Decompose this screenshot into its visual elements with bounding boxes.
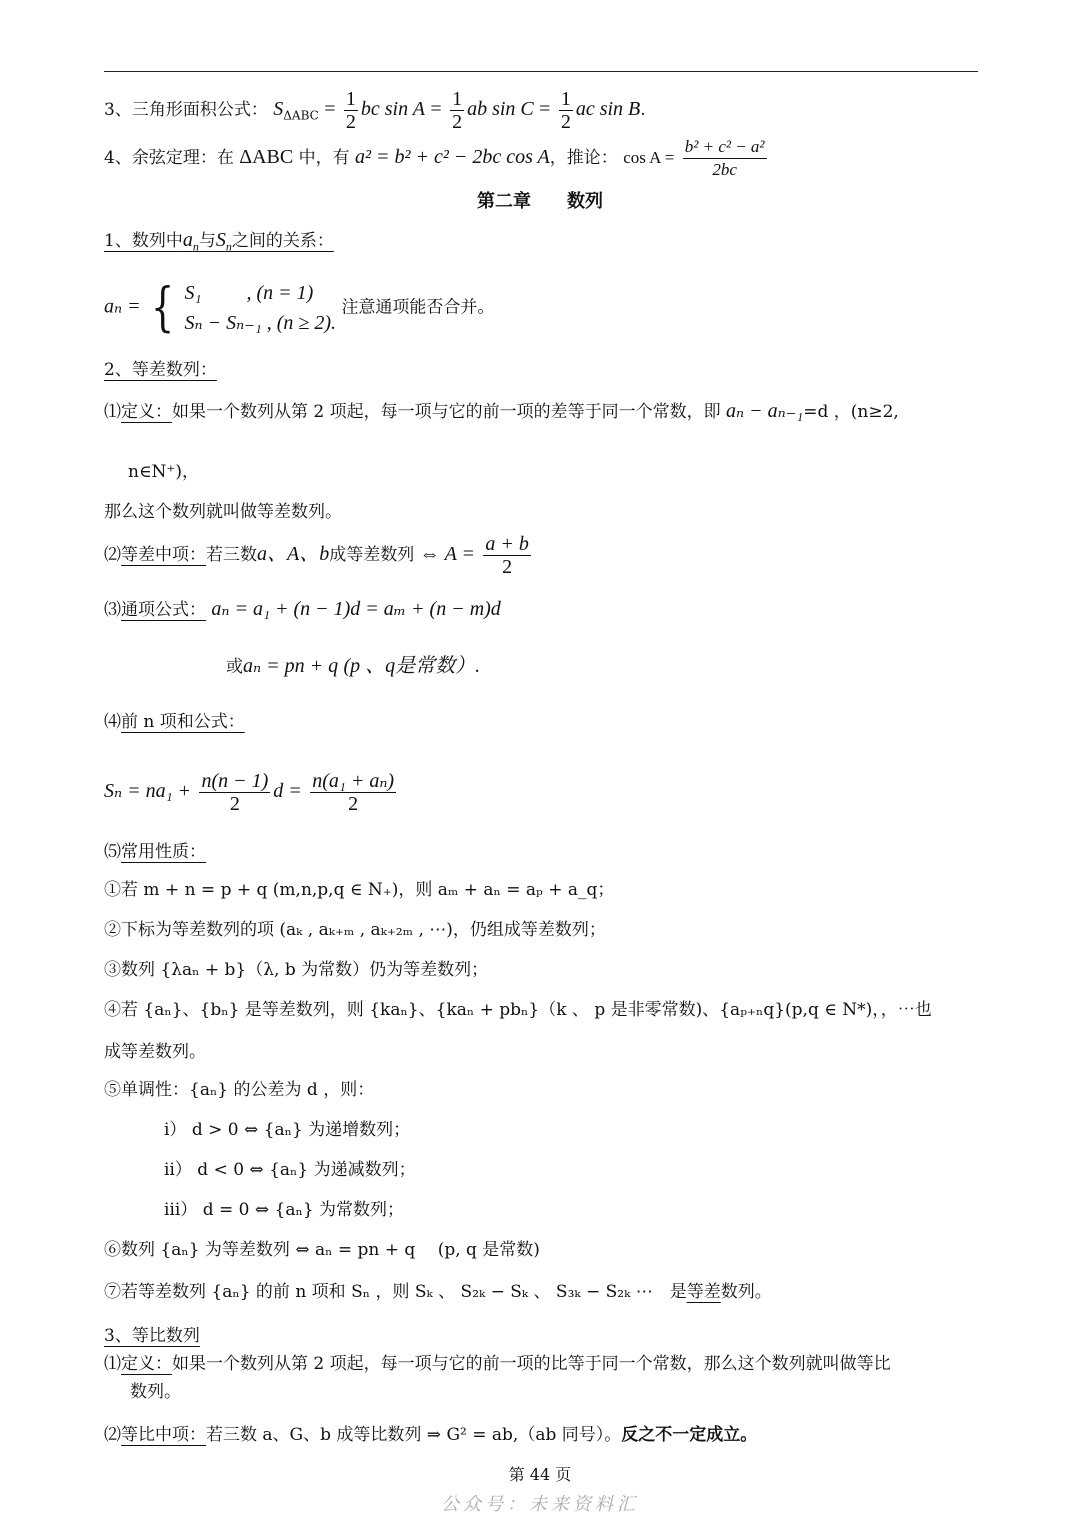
- prop-7: ⑦若等差数列 {aₙ} 的前 n 项和 Sₙ ，则 Sₖ 、 S₂ₖ − Sₖ 、 S₃ₖ − S₂ₖ ⋯ 是等差数列。: [104, 1282, 772, 1302]
- arith-props-heading: ⑸常用性质：: [104, 842, 206, 862]
- arith-sum-formula: Sₙ = na₁ + $\frac{n(n - 1)}{2}$ d = $\frac{\text{n(a₁ + aₙ)}}{2}$: [104, 770, 395, 815]
- case-2: Sₙ − Sₙ₋₁ , (n ≥ 2).: [184, 312, 337, 334]
- def-formula: aₙ − aₙ₋₁: [726, 400, 804, 422]
- sec2-heading: 2、等差数列：: [104, 360, 217, 380]
- arith-definition: ⑴定义：如果一个数列从第 2 项起，每一项与它的前一项的差等于同一个常数，即 aₙ − aₙ₋₁=d ，(n≥2,: [104, 400, 899, 422]
- cosine-law: [104, 136, 770, 181]
- eq1: =: [324, 98, 336, 120]
- triangle-abc: ΔABC: [239, 146, 294, 168]
- prop-5-i: ⅰ） d > 0 ⇔ {aₙ} 为递增数列；: [164, 1120, 411, 1140]
- half-2: $\frac{1}{2}$: [452, 88, 463, 133]
- page-number: 第 44 页: [508, 1465, 572, 1484]
- cos-fraction: $\frac{\text{b² + c² − a²}}{2bc}$: [684, 137, 765, 179]
- header-rule: [104, 71, 978, 72]
- cos-left: cos A =: [623, 148, 675, 167]
- prop-6: ⑥数列 {aₙ} 为等差数列 ⇔ aₙ = pn + q (p, q 是常数): [104, 1240, 540, 1260]
- item3-end: .: [640, 100, 646, 120]
- arith-def-cont: n∈N⁺)，: [128, 462, 200, 482]
- geo-def-cont: 数列。: [130, 1382, 181, 1402]
- triangle-area-formula: [104, 88, 646, 133]
- cosine-formula: a² = b² + c² − 2bc cos A: [355, 146, 550, 168]
- item4-mid: 中，有: [298, 148, 350, 168]
- term-ab: ab sin C: [467, 98, 534, 120]
- item3-label: 3、三角形面积公式：: [104, 100, 268, 120]
- s-symbol: S: [273, 98, 284, 120]
- arith-sum-heading: ⑷前 n 项和公式：: [104, 712, 245, 732]
- arith-general-alt: 或aₙ = pn + q (p 、q是常数）.: [226, 655, 481, 677]
- arith-def-end: 那么这个数列就叫做等差数列。: [104, 502, 342, 522]
- cases-body: [185, 278, 337, 338]
- half-1: $\frac{1}{2}$: [345, 88, 356, 133]
- term-ac: ac sin B: [575, 98, 641, 120]
- prop-1: ①若 m + n = p + q (m,n,p,q ∈ N₊)，则 aₘ + aₙ = aₚ + a_q；: [104, 880, 615, 900]
- left-brace-icon: {: [150, 278, 175, 338]
- prop-3: ③数列 {λaₙ + b}（λ, b 为常数）仍为等差数列；: [104, 960, 489, 980]
- an-sn-cases: [104, 278, 494, 338]
- prop-2: ②下标为等差数列的项 (aₖ , aₖ₊ₘ , aₖ₊₂ₘ , ⋯)，仍组成等差数列；: [104, 920, 606, 940]
- watermark: 公众号：未来资料汇: [441, 1494, 639, 1515]
- eq2: =: [430, 98, 442, 120]
- half-3: $\frac{1}{2}$: [560, 88, 571, 133]
- sec3-heading: 3、等比数列: [104, 1326, 200, 1346]
- geo-middle-term: ⑵等比中项：若三数 a、G、b 成等比数列 ⇒ G² = ab,（ab 同号）。反之不一定成立。: [104, 1425, 758, 1445]
- prop-4: ④若 {aₙ}、{bₙ} 是等差数列，则 {kaₙ}、{kaₙ + pbₙ}（k 、 p 是非零常数)、{aₚ₊ₙq}(p,q ∈ N*)，，⋯也: [104, 1000, 932, 1020]
- geo-definition: ⑴定义：如果一个数列从第 2 项起，每一项与它的前一项的比等于同一个常数，那么这个数列就叫做等比: [104, 1354, 891, 1374]
- eq3: =: [539, 98, 551, 120]
- term-bc: bc sin A: [360, 98, 425, 120]
- sum-frac-1: $\frac{n(n - 1)}{2}$: [201, 770, 269, 815]
- arith-general-term: ⑶通项公式： aₙ = a₁ + (n − 1)d = aₘ + (n − m)d: [104, 598, 501, 620]
- mid-fraction: $\frac{a + b}{2}$: [485, 533, 529, 578]
- case-1: S₁ , (n = 1): [184, 282, 314, 304]
- s-subscript: ΔABC: [283, 108, 319, 123]
- prop-5-iii: ⅲ） d = 0 ⇔ {aₙ} 为常数列；: [164, 1200, 405, 1220]
- merge-note: 注意通项能否合并。: [341, 297, 495, 318]
- item4-infer: ，推论：: [549, 148, 618, 168]
- sum-frac-2: $\frac{\text{n(a₁ + aₙ)}}{2}$: [312, 770, 395, 815]
- chapter-title: 第二章 数列: [477, 191, 603, 212]
- prop-5: ⑤单调性：{aₙ} 的公差为 d ，则：: [104, 1080, 375, 1100]
- prop-4-cont: 成等差数列。: [104, 1042, 206, 1062]
- general-formula: aₙ = a₁ + (n − 1)d = aₘ + (n − m)d: [211, 598, 501, 620]
- item4-label: 4、余弦定理：在: [104, 148, 234, 168]
- arith-middle-term: ⑵等差中项：若三数a、A、b成等差数列 ⇔ A = $\frac{a + b}{2}$: [104, 533, 529, 578]
- prop-5-ii: ⅱ） d < 0 ⇔ {aₙ} 为递减数列；: [164, 1160, 416, 1180]
- sec1-heading: 1、数列中$a_n$与$S_n$之间的关系：: [104, 229, 334, 254]
- cases-lhs: aₙ =: [104, 295, 141, 318]
